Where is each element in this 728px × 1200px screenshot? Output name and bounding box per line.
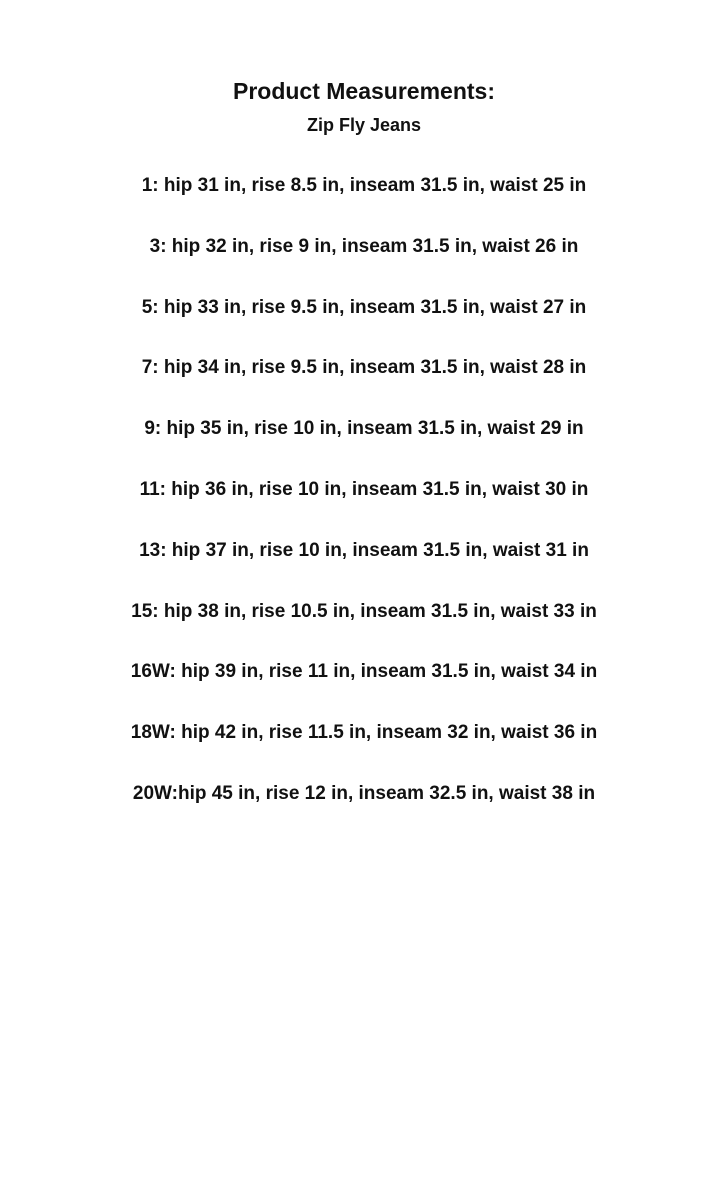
measurement-row-size-1: 1: hip 31 in, rise 8.5 in, inseam 31.5 in, waist 25 in — [141, 175, 587, 196]
measurement-row-size-15: 15: hip 38 in, rise 10.5 in, inseam 31.5 in, waist 33 in — [131, 600, 597, 622]
measurement-row-size-18w: 18W: hip 42 in, rise 11.5 in, inseam 32 in, waist 36 in — [130, 722, 598, 744]
product-name: Zip Fly Jeans — [306, 115, 422, 135]
measurement-row-size-5: 5: hip 33 in, rise 9.5 in, inseam 31.5 in, waist 27 in — [141, 296, 587, 318]
measurement-row-size-7: 7: hip 34 in, rise 9.5 in, inseam 31.5 in, waist 28 in — [141, 357, 587, 379]
page-title: Product Measurements: — [232, 78, 495, 104]
measurement-row-size-13: 13: hip 37 in, rise 10 in, inseam 31.5 in, waist 31 in — [139, 539, 589, 561]
measurement-row-size-9: 9: hip 35 in, rise 10 in, inseam 31.5 in, waist 29 in — [144, 418, 584, 440]
measurement-row-size-20w: 20W:hip 45 in, rise 12 in, inseam 32.5 in, waist 38 in — [132, 782, 596, 804]
measurement-row-size-11: 11: hip 36 in, rise 10 in, inseam 31.5 in, waist 30 in — [139, 478, 589, 500]
measurement-row-size-3: 3: hip 32 in, rise 9 in, inseam 31.5 in, waist 26 in — [149, 235, 579, 257]
measurement-row-size-16w: 16W: hip 39 in, rise 11 in, inseam 31.5 in, waist 34 in — [130, 661, 598, 683]
measurements-list — [0, 171, 728, 840]
